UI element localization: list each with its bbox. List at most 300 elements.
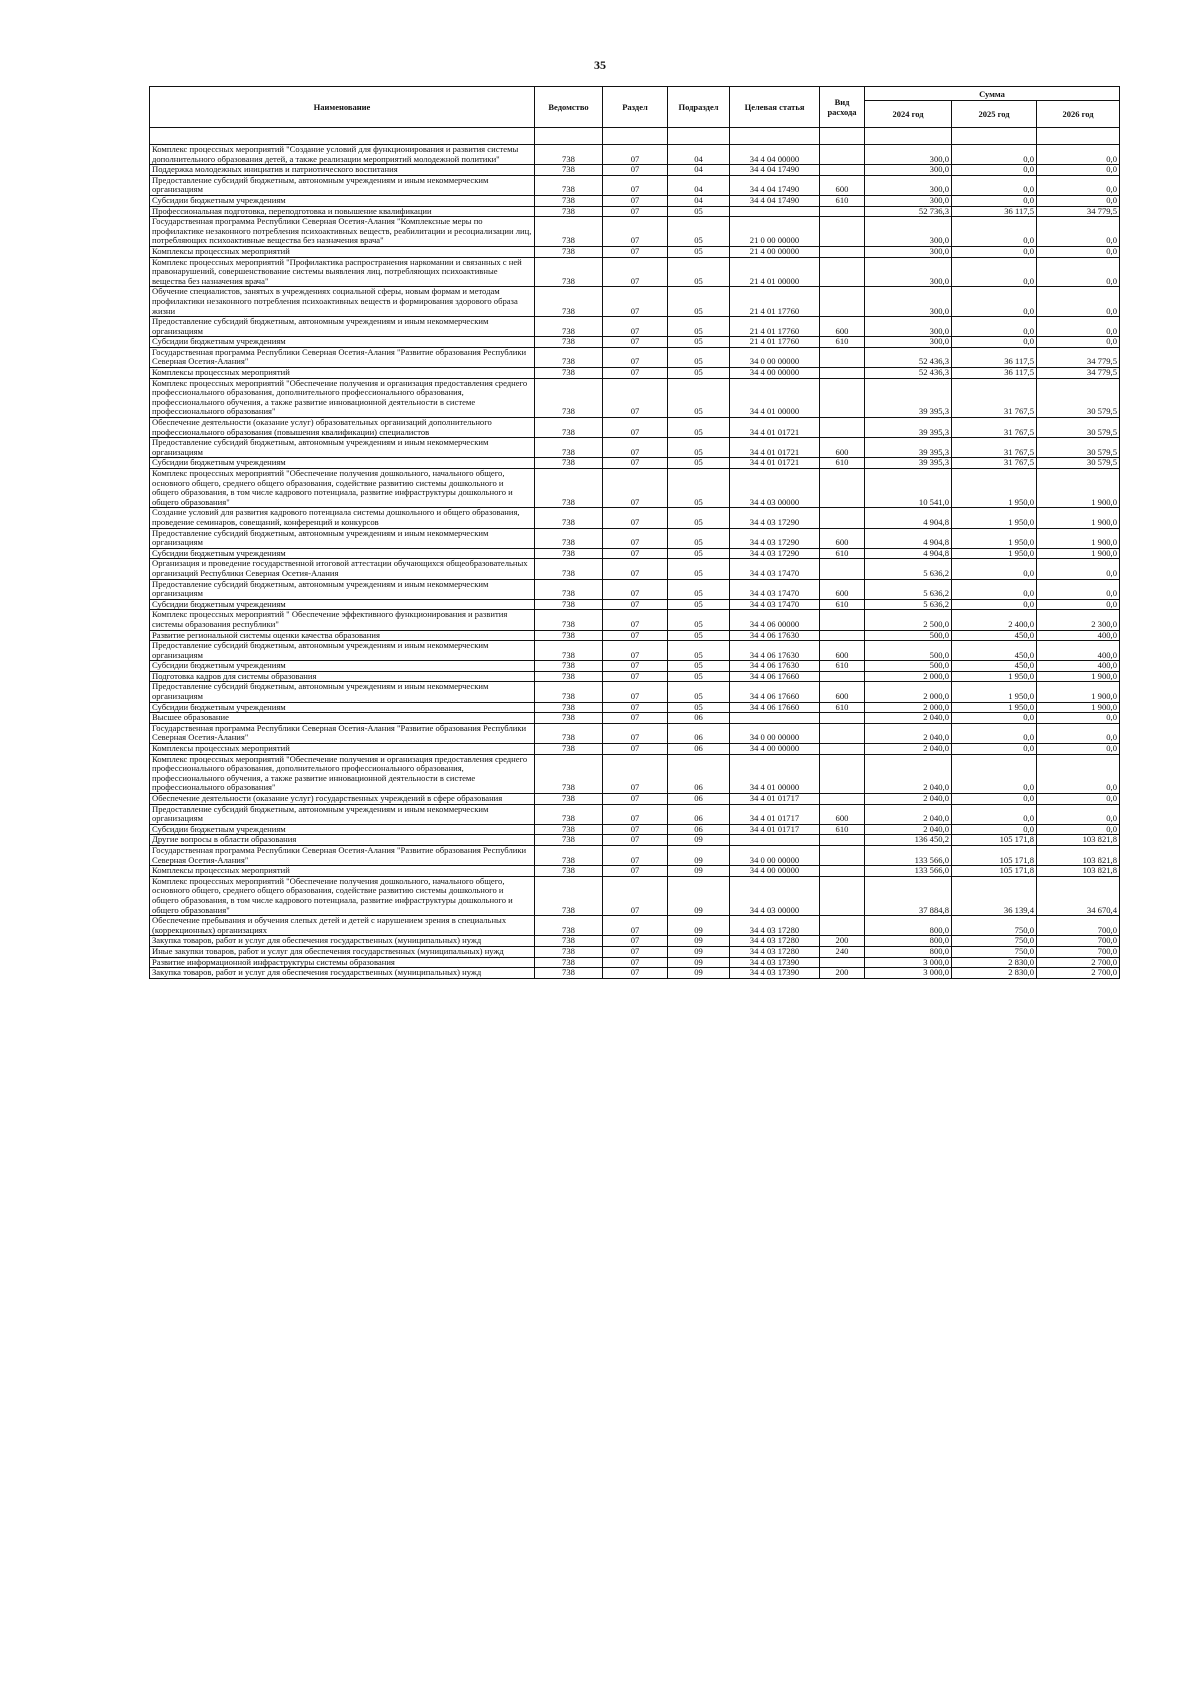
row-sum-2025-cell: 750,0 bbox=[952, 916, 1037, 936]
table-row bbox=[150, 246, 1120, 257]
row-sum-2024-cell: 2 000,0 bbox=[865, 682, 952, 702]
row-sum-2026-cell: 30 579,5 bbox=[1037, 418, 1120, 438]
row-celevaya-cell: 34 4 01 00000 bbox=[730, 754, 820, 793]
row-razdel-cell: 07 bbox=[603, 317, 668, 337]
row-sum-2025-cell: 36 117,5 bbox=[952, 368, 1037, 379]
row-razdel-cell: 07 bbox=[603, 548, 668, 559]
row-podrazdel-cell: 06 bbox=[668, 744, 730, 755]
row-podrazdel-cell: 05 bbox=[668, 508, 730, 528]
row-sum-2026-cell: 0,0 bbox=[1037, 145, 1120, 165]
row-vid-cell bbox=[820, 469, 865, 508]
row-sum-2024-cell: 2 040,0 bbox=[865, 744, 952, 755]
row-sum-2024-cell: 2 000,0 bbox=[865, 671, 952, 682]
row-ved-cell: 738 bbox=[535, 195, 603, 206]
row-celevaya-cell: 34 4 01 01717 bbox=[730, 804, 820, 824]
row-razdel-cell: 07 bbox=[603, 368, 668, 379]
table-row bbox=[150, 317, 1120, 337]
row-name-cell: Комплексы процессных мероприятий bbox=[150, 368, 535, 379]
table-row bbox=[150, 824, 1120, 835]
row-sum-2026-cell: 1 900,0 bbox=[1037, 508, 1120, 528]
row-sum-2026-cell: 0,0 bbox=[1037, 599, 1120, 610]
table-row bbox=[150, 548, 1120, 559]
row-sum-2026-cell: 30 579,5 bbox=[1037, 378, 1120, 417]
row-podrazdel-cell: 05 bbox=[668, 458, 730, 469]
row-razdel-cell: 07 bbox=[603, 744, 668, 755]
header-ved: Ведомство bbox=[535, 87, 603, 128]
row-razdel-cell: 07 bbox=[603, 804, 668, 824]
row-celevaya-cell: 21 4 01 17760 bbox=[730, 317, 820, 337]
row-sum-2025-cell: 31 767,5 bbox=[952, 458, 1037, 469]
row-razdel-cell: 07 bbox=[603, 824, 668, 835]
row-name-cell: Государственная программа Республики Северная Осетия-Алания "Развитие образования Республики Северная Осетия-Алания" bbox=[150, 723, 535, 743]
table-row bbox=[150, 866, 1120, 877]
row-ved-cell: 738 bbox=[535, 713, 603, 724]
row-name-cell: Обеспечение деятельности (оказание услуг) государственных учреждений в сфере образования bbox=[150, 794, 535, 805]
row-ved-cell: 738 bbox=[535, 469, 603, 508]
row-name-cell: Предоставление субсидий бюджетным, автономным учреждениям и иным некоммерческим организациям bbox=[150, 317, 535, 337]
row-vid-cell bbox=[820, 508, 865, 528]
row-ved-cell: 738 bbox=[535, 175, 603, 195]
row-sum-2024-cell: 52 436,3 bbox=[865, 368, 952, 379]
table-row bbox=[150, 835, 1120, 846]
row-sum-2024-cell: 300,0 bbox=[865, 317, 952, 337]
row-sum-2026-cell: 1 900,0 bbox=[1037, 702, 1120, 713]
row-vid-cell bbox=[820, 916, 865, 936]
row-sum-2026-cell: 103 821,8 bbox=[1037, 835, 1120, 846]
row-razdel-cell: 07 bbox=[603, 287, 668, 317]
row-podrazdel-cell: 05 bbox=[668, 661, 730, 672]
row-sum-2025-cell: 0,0 bbox=[952, 804, 1037, 824]
row-vid-cell: 600 bbox=[820, 682, 865, 702]
row-celevaya-cell: 34 4 06 17660 bbox=[730, 702, 820, 713]
row-podrazdel-cell: 09 bbox=[668, 866, 730, 877]
row-name-cell: Комплексы процессных мероприятий bbox=[150, 744, 535, 755]
row-name-cell: Субсидии бюджетным учреждениям bbox=[150, 599, 535, 610]
row-sum-2025-cell: 36 117,5 bbox=[952, 206, 1037, 217]
table-row bbox=[150, 702, 1120, 713]
table-row bbox=[150, 438, 1120, 458]
row-sum-2026-cell: 700,0 bbox=[1037, 936, 1120, 947]
row-ved-cell: 738 bbox=[535, 217, 603, 247]
row-celevaya-cell: 21 4 00 00000 bbox=[730, 246, 820, 257]
row-sum-2024-cell: 3 000,0 bbox=[865, 957, 952, 968]
row-sum-2024-cell: 39 395,3 bbox=[865, 418, 952, 438]
row-sum-2025-cell: 0,0 bbox=[952, 217, 1037, 247]
row-vid-cell bbox=[820, 378, 865, 417]
row-sum-2025-cell: 36 139,4 bbox=[952, 876, 1037, 915]
row-podrazdel-cell: 05 bbox=[668, 682, 730, 702]
row-podrazdel-cell: 05 bbox=[668, 246, 730, 257]
row-podrazdel-cell: 09 bbox=[668, 876, 730, 915]
row-podrazdel-cell: 05 bbox=[668, 528, 730, 548]
row-podrazdel-cell: 09 bbox=[668, 968, 730, 979]
row-name-cell: Создание условий для развития кадрового потенциала системы дошкольного и общего образования, проведение семинаров, совещаний, конференций и конкурсов bbox=[150, 508, 535, 528]
row-sum-2024-cell: 300,0 bbox=[865, 257, 952, 287]
table-row bbox=[150, 630, 1120, 641]
row-razdel-cell: 07 bbox=[603, 936, 668, 947]
table-row bbox=[150, 287, 1120, 317]
row-sum-2024-cell: 300,0 bbox=[865, 246, 952, 257]
row-celevaya-cell: 34 4 00 00000 bbox=[730, 744, 820, 755]
row-razdel-cell: 07 bbox=[603, 610, 668, 630]
row-podrazdel-cell: 05 bbox=[668, 206, 730, 217]
row-celevaya-cell: 34 4 03 17390 bbox=[730, 957, 820, 968]
row-vid-cell bbox=[820, 876, 865, 915]
row-sum-2025-cell: 0,0 bbox=[952, 257, 1037, 287]
row-razdel-cell: 07 bbox=[603, 337, 668, 348]
row-podrazdel-cell: 04 bbox=[668, 195, 730, 206]
row-celevaya-cell bbox=[730, 713, 820, 724]
row-name-cell: Закупка товаров, работ и услуг для обеспечения государственных (муниципальных) нужд bbox=[150, 936, 535, 947]
table-row bbox=[150, 682, 1120, 702]
row-sum-2026-cell: 34 779,5 bbox=[1037, 206, 1120, 217]
row-celevaya-cell: 34 4 01 01717 bbox=[730, 794, 820, 805]
header-vid: Вид расхода bbox=[820, 87, 865, 128]
row-sum-2024-cell: 39 395,3 bbox=[865, 458, 952, 469]
row-podrazdel-cell: 05 bbox=[668, 610, 730, 630]
row-razdel-cell: 07 bbox=[603, 458, 668, 469]
row-sum-2025-cell: 105 171,8 bbox=[952, 835, 1037, 846]
row-ved-cell: 738 bbox=[535, 641, 603, 661]
row-sum-2026-cell: 0,0 bbox=[1037, 744, 1120, 755]
row-sum-2026-cell: 34 670,4 bbox=[1037, 876, 1120, 915]
row-sum-2024-cell: 37 884,8 bbox=[865, 876, 952, 915]
row-sum-2024-cell: 10 541,0 bbox=[865, 469, 952, 508]
row-ved-cell: 738 bbox=[535, 418, 603, 438]
row-sum-2025-cell: 1 950,0 bbox=[952, 682, 1037, 702]
row-sum-2024-cell: 39 395,3 bbox=[865, 438, 952, 458]
row-celevaya-cell: 34 4 00 00000 bbox=[730, 866, 820, 877]
row-sum-2025-cell: 1 950,0 bbox=[952, 548, 1037, 559]
header-2025: 2025 год bbox=[952, 101, 1037, 128]
row-vid-cell: 600 bbox=[820, 317, 865, 337]
row-name-cell: Высшее образование bbox=[150, 713, 535, 724]
row-sum-2024-cell: 3 000,0 bbox=[865, 968, 952, 979]
row-ved-cell: 738 bbox=[535, 845, 603, 865]
row-sum-2025-cell: 0,0 bbox=[952, 175, 1037, 195]
row-vid-cell: 240 bbox=[820, 946, 865, 957]
row-vid-cell: 600 bbox=[820, 528, 865, 548]
row-celevaya-cell: 34 4 03 17470 bbox=[730, 579, 820, 599]
row-razdel-cell: 07 bbox=[603, 175, 668, 195]
row-ved-cell: 738 bbox=[535, 866, 603, 877]
row-ved-cell: 738 bbox=[535, 876, 603, 915]
row-name-cell: Комплексы процессных мероприятий bbox=[150, 246, 535, 257]
row-razdel-cell: 07 bbox=[603, 599, 668, 610]
row-celevaya-cell: 34 0 00 00000 bbox=[730, 845, 820, 865]
row-vid-cell bbox=[820, 845, 865, 865]
row-vid-cell: 610 bbox=[820, 195, 865, 206]
row-celevaya-cell: 34 4 06 00000 bbox=[730, 610, 820, 630]
row-sum-2025-cell: 36 117,5 bbox=[952, 347, 1037, 367]
row-podrazdel-cell: 06 bbox=[668, 754, 730, 793]
row-name-cell: Организация и проведение государственной итоговой аттестации обучающихся общеобразовательных организаций Республики Северная Осетия-Алания bbox=[150, 559, 535, 579]
row-name-cell: Предоставление субсидий бюджетным, автономным учреждениям и иным некоммерческим организациям bbox=[150, 175, 535, 195]
row-vid-cell bbox=[820, 744, 865, 755]
row-sum-2025-cell: 0,0 bbox=[952, 824, 1037, 835]
table-row bbox=[150, 876, 1120, 915]
row-podrazdel-cell: 09 bbox=[668, 957, 730, 968]
row-razdel-cell: 07 bbox=[603, 661, 668, 672]
row-sum-2026-cell: 0,0 bbox=[1037, 217, 1120, 247]
row-name-cell: Предоставление субсидий бюджетным, автономным учреждениям и иным некоммерческим организациям bbox=[150, 528, 535, 548]
row-sum-2026-cell: 2 700,0 bbox=[1037, 957, 1120, 968]
row-sum-2024-cell: 300,0 bbox=[865, 175, 952, 195]
row-sum-2026-cell: 0,0 bbox=[1037, 165, 1120, 176]
row-podrazdel-cell: 06 bbox=[668, 804, 730, 824]
row-ved-cell: 738 bbox=[535, 145, 603, 165]
row-celevaya-cell: 34 4 06 17630 bbox=[730, 661, 820, 672]
row-sum-2026-cell: 103 821,8 bbox=[1037, 845, 1120, 865]
row-podrazdel-cell: 04 bbox=[668, 165, 730, 176]
row-sum-2025-cell: 0,0 bbox=[952, 287, 1037, 317]
row-sum-2025-cell: 1 950,0 bbox=[952, 508, 1037, 528]
row-ved-cell: 738 bbox=[535, 936, 603, 947]
row-vid-cell: 200 bbox=[820, 936, 865, 947]
row-razdel-cell: 07 bbox=[603, 630, 668, 641]
row-sum-2026-cell: 0,0 bbox=[1037, 175, 1120, 195]
row-sum-2025-cell: 2 830,0 bbox=[952, 968, 1037, 979]
row-ved-cell: 738 bbox=[535, 458, 603, 469]
table-row bbox=[150, 257, 1120, 287]
row-sum-2026-cell: 2 300,0 bbox=[1037, 610, 1120, 630]
row-celevaya-cell: 34 4 03 00000 bbox=[730, 469, 820, 508]
row-celevaya-cell: 34 4 06 17660 bbox=[730, 671, 820, 682]
row-ved-cell: 738 bbox=[535, 508, 603, 528]
row-vid-cell: 600 bbox=[820, 804, 865, 824]
row-sum-2025-cell: 750,0 bbox=[952, 936, 1037, 947]
row-razdel-cell: 07 bbox=[603, 845, 668, 865]
row-sum-2025-cell: 0,0 bbox=[952, 559, 1037, 579]
row-sum-2026-cell: 0,0 bbox=[1037, 713, 1120, 724]
row-sum-2026-cell: 0,0 bbox=[1037, 723, 1120, 743]
row-name-cell: Государственная программа Республики Северная Осетия-Алания "Развитие образования Республики Северная Осетия-Алания" bbox=[150, 347, 535, 367]
row-razdel-cell: 07 bbox=[603, 217, 668, 247]
row-name-cell: Комплекс процессных мероприятий "Обеспечение получения и организация предоставления среднего профессионального образования, дополнительного профессионального образования, профессионального обучения, а также развитие инновационной деятельности в системе профессионального образования" bbox=[150, 754, 535, 793]
row-podrazdel-cell: 09 bbox=[668, 946, 730, 957]
row-podrazdel-cell: 04 bbox=[668, 145, 730, 165]
row-sum-2024-cell: 4 904,8 bbox=[865, 508, 952, 528]
row-name-cell: Субсидии бюджетным учреждениям bbox=[150, 661, 535, 672]
row-razdel-cell: 07 bbox=[603, 713, 668, 724]
row-sum-2026-cell: 1 900,0 bbox=[1037, 469, 1120, 508]
table-row bbox=[150, 968, 1120, 979]
row-ved-cell: 738 bbox=[535, 946, 603, 957]
row-name-cell: Предоставление субсидий бюджетным, автономным учреждениям и иным некоммерческим организациям bbox=[150, 682, 535, 702]
row-name-cell: Предоставление субсидий бюджетным, автономным учреждениям и иным некоммерческим организациям bbox=[150, 438, 535, 458]
row-razdel-cell: 07 bbox=[603, 671, 668, 682]
row-sum-2026-cell: 700,0 bbox=[1037, 946, 1120, 957]
row-podrazdel-cell: 05 bbox=[668, 337, 730, 348]
row-razdel-cell: 07 bbox=[603, 257, 668, 287]
table-row bbox=[150, 936, 1120, 947]
row-sum-2024-cell: 39 395,3 bbox=[865, 378, 952, 417]
row-ved-cell: 738 bbox=[535, 916, 603, 936]
row-sum-2026-cell: 1 900,0 bbox=[1037, 671, 1120, 682]
table-row bbox=[150, 378, 1120, 417]
row-ved-cell: 738 bbox=[535, 957, 603, 968]
row-name-cell: Комплекс процессных мероприятий "Обеспечение получения и организация предоставления среднего профессионального образования, дополнительного профессионального образования, профессионального обучения, а также развитие инновационной деятельности в системе профессионального образования" bbox=[150, 378, 535, 417]
row-vid-cell: 610 bbox=[820, 824, 865, 835]
row-ved-cell: 738 bbox=[535, 438, 603, 458]
row-sum-2024-cell: 2 040,0 bbox=[865, 723, 952, 743]
row-podrazdel-cell: 05 bbox=[668, 368, 730, 379]
row-ved-cell: 738 bbox=[535, 317, 603, 337]
row-sum-2026-cell: 0,0 bbox=[1037, 337, 1120, 348]
row-sum-2026-cell: 0,0 bbox=[1037, 257, 1120, 287]
row-podrazdel-cell: 05 bbox=[668, 317, 730, 337]
row-sum-2024-cell: 5 636,2 bbox=[865, 599, 952, 610]
table-row bbox=[150, 957, 1120, 968]
row-sum-2024-cell: 300,0 bbox=[865, 287, 952, 317]
header-2026: 2026 год bbox=[1037, 101, 1120, 128]
row-razdel-cell: 07 bbox=[603, 968, 668, 979]
table-row bbox=[150, 175, 1120, 195]
row-celevaya-cell: 21 4 01 00000 bbox=[730, 257, 820, 287]
row-sum-2024-cell: 2 040,0 bbox=[865, 824, 952, 835]
row-ved-cell: 738 bbox=[535, 671, 603, 682]
row-name-cell: Субсидии бюджетным учреждениям bbox=[150, 337, 535, 348]
row-ved-cell: 738 bbox=[535, 337, 603, 348]
row-name-cell: Комплекс процессных мероприятий "Профилактика распространения наркомании и связанных с ней правонарушений, совершенствование системы выявления лиц, потребляющих психоактивные вещества без назначения врача" bbox=[150, 257, 535, 287]
row-sum-2024-cell: 4 904,8 bbox=[865, 528, 952, 548]
row-razdel-cell: 07 bbox=[603, 378, 668, 417]
row-ved-cell: 738 bbox=[535, 559, 603, 579]
row-sum-2024-cell: 2 040,0 bbox=[865, 794, 952, 805]
row-podrazdel-cell: 05 bbox=[668, 630, 730, 641]
table-row bbox=[150, 337, 1120, 348]
row-vid-cell: 610 bbox=[820, 548, 865, 559]
row-sum-2025-cell: 750,0 bbox=[952, 946, 1037, 957]
row-sum-2025-cell: 450,0 bbox=[952, 661, 1037, 672]
row-razdel-cell: 07 bbox=[603, 145, 668, 165]
row-vid-cell: 610 bbox=[820, 337, 865, 348]
row-name-cell: Комплекс процессных мероприятий "Обеспечение получения дошкольного, начального общего, основного общего, среднего общего образования, содействие развитию системы дошкольного и общего образования, в том числе кадрового потенциала, развитие инфраструктуры дошкольного и общего образования" bbox=[150, 469, 535, 508]
row-ved-cell: 738 bbox=[535, 528, 603, 548]
row-sum-2026-cell: 0,0 bbox=[1037, 246, 1120, 257]
row-sum-2026-cell: 103 821,8 bbox=[1037, 866, 1120, 877]
row-vid-cell: 610 bbox=[820, 458, 865, 469]
table-row bbox=[150, 744, 1120, 755]
row-podrazdel-cell: 05 bbox=[668, 469, 730, 508]
row-name-cell: Комплекс процессных мероприятий "Создание условий для функционирования и развития системы дополнительного образования детей, а также реализации мероприятий молодежной политики" bbox=[150, 145, 535, 165]
row-sum-2024-cell: 2 040,0 bbox=[865, 754, 952, 793]
table-row bbox=[150, 946, 1120, 957]
row-vid-cell bbox=[820, 165, 865, 176]
row-vid-cell bbox=[820, 257, 865, 287]
row-celevaya-cell: 34 4 03 17470 bbox=[730, 599, 820, 610]
row-sum-2025-cell: 105 171,8 bbox=[952, 845, 1037, 865]
row-vid-cell bbox=[820, 559, 865, 579]
row-podrazdel-cell: 05 bbox=[668, 641, 730, 661]
row-sum-2026-cell: 0,0 bbox=[1037, 287, 1120, 317]
row-podrazdel-cell: 05 bbox=[668, 257, 730, 287]
row-name-cell: Субсидии бюджетным учреждениям bbox=[150, 824, 535, 835]
row-name-cell: Субсидии бюджетным учреждениям bbox=[150, 702, 535, 713]
row-ved-cell: 738 bbox=[535, 579, 603, 599]
row-vid-cell bbox=[820, 610, 865, 630]
row-sum-2025-cell: 1 950,0 bbox=[952, 528, 1037, 548]
row-podrazdel-cell: 04 bbox=[668, 175, 730, 195]
row-podrazdel-cell: 05 bbox=[668, 418, 730, 438]
row-sum-2024-cell: 52 436,3 bbox=[865, 347, 952, 367]
table-row bbox=[150, 599, 1120, 610]
row-sum-2025-cell: 0,0 bbox=[952, 723, 1037, 743]
row-vid-cell bbox=[820, 957, 865, 968]
row-ved-cell: 738 bbox=[535, 682, 603, 702]
table-row bbox=[150, 579, 1120, 599]
row-name-cell: Развитие региональной системы оценки качества образования bbox=[150, 630, 535, 641]
row-sum-2025-cell: 1 950,0 bbox=[952, 671, 1037, 682]
table-row bbox=[150, 559, 1120, 579]
row-sum-2024-cell: 5 636,2 bbox=[865, 559, 952, 579]
row-vid-cell: 600 bbox=[820, 579, 865, 599]
row-sum-2024-cell: 500,0 bbox=[865, 630, 952, 641]
row-ved-cell: 738 bbox=[535, 702, 603, 713]
row-sum-2024-cell: 800,0 bbox=[865, 936, 952, 947]
table-row bbox=[150, 458, 1120, 469]
row-vid-cell: 610 bbox=[820, 599, 865, 610]
row-sum-2024-cell: 800,0 bbox=[865, 946, 952, 957]
row-sum-2026-cell: 700,0 bbox=[1037, 916, 1120, 936]
row-ved-cell: 738 bbox=[535, 548, 603, 559]
row-vid-cell bbox=[820, 217, 865, 247]
row-razdel-cell: 07 bbox=[603, 195, 668, 206]
row-sum-2025-cell: 105 171,8 bbox=[952, 866, 1037, 877]
row-celevaya-cell: 34 4 03 17280 bbox=[730, 936, 820, 947]
row-name-cell: Государственная программа Республики Северная Осетия-Алания "Комплексные меры по профилактике незаконного потребления психоактивных веществ, реабилитации и ресоциализации лиц, потребляющих психоактивные вещества без назначения врача" bbox=[150, 217, 535, 247]
row-vid-cell bbox=[820, 723, 865, 743]
row-sum-2024-cell: 800,0 bbox=[865, 916, 952, 936]
row-razdel-cell: 07 bbox=[603, 165, 668, 176]
row-celevaya-cell: 21 0 00 00000 bbox=[730, 217, 820, 247]
row-name-cell: Государственная программа Республики Северная Осетия-Алания "Развитие образования Республики Северная Осетия-Алания" bbox=[150, 845, 535, 865]
row-sum-2024-cell: 300,0 bbox=[865, 145, 952, 165]
row-vid-cell bbox=[820, 368, 865, 379]
row-sum-2025-cell: 2 830,0 bbox=[952, 957, 1037, 968]
row-name-cell: Обучение специалистов, занятых в учреждениях социальной сферы, новым формам и методам профилактики незаконного потребления психоактивных веществ и формирования здорового образа жизни bbox=[150, 287, 535, 317]
row-sum-2026-cell: 1 900,0 bbox=[1037, 682, 1120, 702]
row-razdel-cell: 07 bbox=[603, 866, 668, 877]
row-celevaya-cell bbox=[730, 835, 820, 846]
row-sum-2024-cell: 133 566,0 bbox=[865, 845, 952, 865]
row-sum-2025-cell: 0,0 bbox=[952, 165, 1037, 176]
row-name-cell: Обеспечение деятельности (оказание услуг) образовательных организаций дополнительного профессионального образования (повышения квалификации) специалистов bbox=[150, 418, 535, 438]
row-sum-2024-cell: 500,0 bbox=[865, 641, 952, 661]
row-sum-2024-cell: 52 736,3 bbox=[865, 206, 952, 217]
row-sum-2025-cell: 0,0 bbox=[952, 246, 1037, 257]
table-row bbox=[150, 368, 1120, 379]
row-vid-cell bbox=[820, 671, 865, 682]
row-sum-2025-cell: 31 767,5 bbox=[952, 418, 1037, 438]
row-sum-2025-cell: 0,0 bbox=[952, 794, 1037, 805]
row-sum-2025-cell: 31 767,5 bbox=[952, 438, 1037, 458]
row-celevaya-cell: 34 4 06 17630 bbox=[730, 641, 820, 661]
row-ved-cell: 738 bbox=[535, 804, 603, 824]
row-ved-cell: 738 bbox=[535, 165, 603, 176]
row-celevaya-cell: 34 4 03 00000 bbox=[730, 876, 820, 915]
row-ved-cell: 738 bbox=[535, 744, 603, 755]
row-sum-2024-cell: 2 040,0 bbox=[865, 713, 952, 724]
row-razdel-cell: 07 bbox=[603, 559, 668, 579]
row-celevaya-cell: 34 4 04 00000 bbox=[730, 145, 820, 165]
table-row bbox=[150, 145, 1120, 165]
row-sum-2024-cell: 2 000,0 bbox=[865, 702, 952, 713]
row-sum-2026-cell: 0,0 bbox=[1037, 804, 1120, 824]
row-razdel-cell: 07 bbox=[603, 438, 668, 458]
header-2024: 2024 год bbox=[865, 101, 952, 128]
table-row bbox=[150, 347, 1120, 367]
